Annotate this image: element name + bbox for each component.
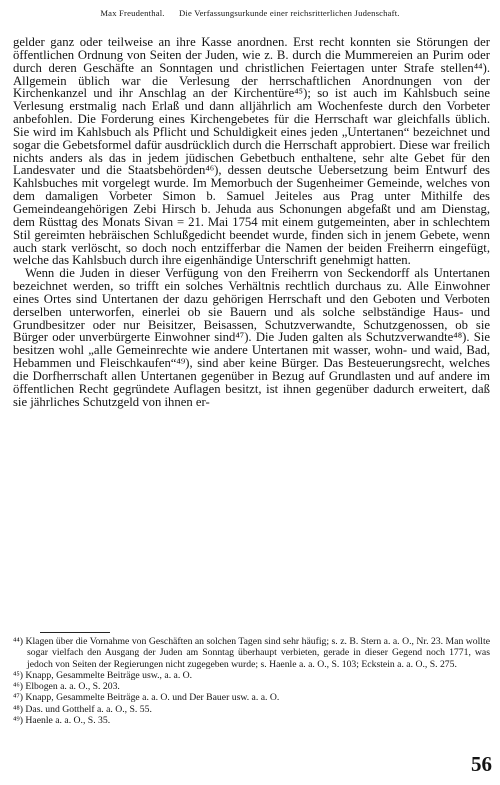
header-title: Die Verfassungsurkunde einer reichsritterlichen Judenschaft. bbox=[179, 8, 400, 18]
paragraph: Wenn die Juden in dieser Verfügung von den Freiherrn von Seckendorff als Untertanen bezeichnet werden, so trifft ein solches Verhältnis rechtlich durchaus zu. Alle Einwohner eines Ortes sind Untertanen der dazu gehörigen Herrschaft und den Geboten und Verboten derselben unterworfen, einerlei ob sie Bauern und als solche selbständige Haus- und Grundbesitzer oder nur Beisitzer, Beisassen, Schutzverwandte, Schutzgenossen, ob sie Bürger oder unverbürgerte Einwohner sind⁴⁷). Die Juden galten als Schutzverwandte⁴⁸). Sie besitzen wohl „alle Gemeinrechte wie andere Untertanen mit wasser, wohn- und waid, Bad, Hebammen und Fleischkaufen“⁴⁹), sind aber keine Bürger. Das Besteuerungsrecht, welches die Dorfherrschaft allen Untertanen gegenüber in Bezug auf Grundlasten und auf andere im öffentlichen Recht gegründete Auflagen besitzt, ist ihnen gegenüber dadurch erweitert, daß sie jährliches Schutzgeld von ihnen er- bbox=[13, 266, 490, 409]
footnote-47: ⁴⁷) Knapp, Gesammelte Beiträge a. a. O. und Der Bauer usw. a. a. O. bbox=[13, 692, 280, 704]
footnote-46: ⁴⁶) Elbogen a. a. O., S. 203. bbox=[13, 681, 120, 693]
header-author: Max Freudenthal. bbox=[100, 8, 165, 18]
main-text bbox=[13, 36, 490, 408]
footnote-divider bbox=[40, 632, 110, 633]
footnotes bbox=[13, 636, 490, 726]
footnote-44: ⁴⁴) Klagen über die Vornahme von Geschäften an solchen Tagen sind sehr häufig; s. z. B. Stern a. a. O., Nr. 23. Man wollte sogar vielfach den Ausgang der Juden am Sonntag überhaupt verbieten, gerade in dieser Gegend noch 1771, was jedoch von Seiten der Regierungen nicht zugegeben wurde; s. Haenle a. a. O., S. 103; Eckstein a. a. O., S. 275. bbox=[13, 636, 490, 670]
footnote-48: ⁴⁸) Das. und Gotthelf a. a. O., S. 55. bbox=[13, 703, 152, 715]
running-header bbox=[0, 8, 500, 18]
paragraph: gelder ganz oder teilweise an ihre Kasse anordnen. Erst recht konnten sie Störungen der öffentlichen Ordnung von Seiten der Juden, wie z. B. durch die Mummereien an Purim oder durch deren Geschäfte an Sonntagen und christlichen Feiertagen unter Strafe stellen⁴⁴). Allgemein üblich war die Verlesung der herrschaftlichen Anordnungen von der Kirchenkanzel und ihr Anschlag an der Kirchentüre⁴⁵); so ist auch im Kahlsbuch seine Verlesung erstmalig nach Erlaß und dann alljährlich am Wochenfeste durch den Vorbeter anbefohlen. Die Forderung eines Kirchengebetes für die Herrschaft war gleichfalls üblich. Sie wird im Kahlsbuch als Pflicht und Schuldigkeit eines jeden „Untertanen“ bezeichnet und sogar die Gebetsformel dafür ausdrücklich durch die Herrschaft approbiert. Diese war freilich nichts anders als das in jedem jüdischen Gebetbuch enthaltene, sehr alte Gebet für den Landesvater und die Staatsbehörden⁴⁶), dessen deutsche Uebersetzung beim Entwurf des Kahlsbuches mit vorgelegt wurde. Im Memorbuch der Sugenheimer Gemeinde, welches von dem damaligen Vorbeter Simon b. Samuel Jeiteles aus Prag unter Mithilfe des Gemeindeangehörigen Zebi Hirsch b. Jehuda aus Schonungen abgefaßt und am Dienstag, dem Rüsttag des Monats Sivan = 21. Mai 1754 mit einem gutgemeinten, aber in schlechtem Stil gereimten hebräischen Schlußgedicht beendet wurde, finden sich in jenem Gebete, wenn auch stark verlöscht, so doch noch entzifferbar die Namen der beiden Freiherrn eingefügt, welche das Kahlsbuch durch ihre eigenhändige Unterschrift genehmigt hatten. bbox=[13, 35, 490, 268]
footnote-49: ⁴⁹) Haenle a. a. O., S. 35. bbox=[13, 715, 111, 727]
page-number: 56 bbox=[471, 752, 492, 776]
footnote-45: ⁴⁵) Knapp, Gesammelte Beiträge usw., a. a. O. bbox=[13, 669, 193, 681]
